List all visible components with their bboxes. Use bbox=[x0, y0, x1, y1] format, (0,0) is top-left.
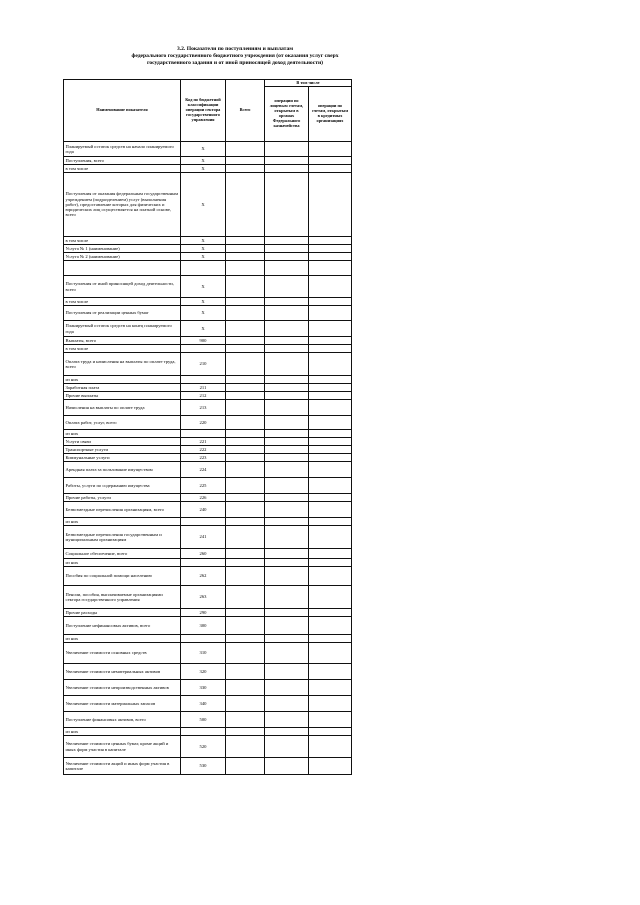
table-row bbox=[64, 635, 352, 643]
row-name-cell: Оплата труда и начисления на выплаты по оплате труда, всего bbox=[64, 353, 181, 376]
table-row bbox=[64, 337, 352, 345]
row-name-cell: Планируемый остаток средств на конец планируемого года bbox=[64, 321, 181, 337]
table-row bbox=[64, 384, 352, 392]
row-bank-cell bbox=[309, 165, 352, 173]
row-bank-cell bbox=[309, 337, 352, 345]
row-treasury-cell bbox=[265, 430, 309, 438]
row-code-cell: 500 bbox=[181, 712, 226, 728]
table-row bbox=[64, 298, 352, 306]
row-total-cell bbox=[226, 635, 265, 643]
row-treasury-cell bbox=[265, 384, 309, 392]
row-total-cell bbox=[226, 478, 265, 494]
row-total-cell bbox=[226, 758, 265, 775]
table-row bbox=[64, 345, 352, 353]
row-name-cell: Работы, услуги по содержанию имущества bbox=[64, 478, 181, 494]
row-total-cell bbox=[226, 157, 265, 165]
header-code: Код по бюджетной классификации операции сектора государственного управления bbox=[181, 80, 226, 142]
indicators-table bbox=[63, 79, 352, 775]
row-total-cell bbox=[226, 261, 265, 276]
row-name-cell: Услуга № 2 (наименование) bbox=[64, 253, 181, 261]
row-treasury-cell bbox=[265, 253, 309, 261]
table-row bbox=[64, 376, 352, 384]
row-bank-cell bbox=[309, 680, 352, 696]
row-name-cell: Увеличение стоимости ценных бумаг, кроме акций и иных форм участия в капитале bbox=[64, 736, 181, 758]
table-row bbox=[64, 559, 352, 567]
row-treasury-cell bbox=[265, 142, 309, 157]
row-treasury-cell bbox=[265, 664, 309, 680]
row-name-cell: из них bbox=[64, 518, 181, 526]
row-total-cell bbox=[226, 430, 265, 438]
row-code-cell: 225 bbox=[181, 478, 226, 494]
row-total-cell bbox=[226, 664, 265, 680]
table-row bbox=[64, 392, 352, 400]
row-total-cell bbox=[226, 165, 265, 173]
table-row bbox=[64, 586, 352, 609]
row-name-cell: Заработная плата bbox=[64, 384, 181, 392]
row-treasury-cell bbox=[265, 438, 309, 446]
row-treasury-cell bbox=[265, 157, 309, 165]
row-name-cell: Выплаты, всего bbox=[64, 337, 181, 345]
row-treasury-cell bbox=[265, 494, 309, 502]
row-name-cell: в том числе bbox=[64, 165, 181, 173]
row-total-cell bbox=[226, 237, 265, 245]
row-bank-cell bbox=[309, 454, 352, 462]
row-code-cell: X bbox=[181, 276, 226, 298]
title-line-2: федерального государственного бюджетного учреждения (от оказания услуг сверх bbox=[131, 53, 339, 60]
row-code-cell: X bbox=[181, 321, 226, 337]
table-row bbox=[64, 446, 352, 454]
row-name-cell: Безвозмездные перечисления государственным и муниципальным организациям bbox=[64, 526, 181, 549]
row-treasury-cell bbox=[265, 416, 309, 430]
row-bank-cell bbox=[309, 298, 352, 306]
row-code-cell: 213 bbox=[181, 400, 226, 416]
row-bank-cell bbox=[309, 276, 352, 298]
row-code-cell: 210 bbox=[181, 353, 226, 376]
row-name-cell: Пенсии, пособия, выплачиваемые организациями сектора государственного управления bbox=[64, 586, 181, 609]
row-treasury-cell bbox=[265, 617, 309, 635]
row-code-cell: X bbox=[181, 298, 226, 306]
row-name-cell: Поступление финансовых активов, всего bbox=[64, 712, 181, 728]
table-row bbox=[64, 502, 352, 518]
row-bank-cell bbox=[309, 142, 352, 157]
row-bank-cell bbox=[309, 345, 352, 353]
table-row bbox=[64, 400, 352, 416]
row-bank-cell bbox=[309, 321, 352, 337]
row-bank-cell bbox=[309, 643, 352, 664]
row-total-cell bbox=[226, 559, 265, 567]
table-row bbox=[64, 609, 352, 617]
table-row bbox=[64, 430, 352, 438]
table-row bbox=[64, 165, 352, 173]
row-treasury-cell bbox=[265, 526, 309, 549]
row-bank-cell bbox=[309, 430, 352, 438]
row-code-cell: 222 bbox=[181, 446, 226, 454]
table-row bbox=[64, 321, 352, 337]
row-bank-cell bbox=[309, 157, 352, 165]
row-code-cell: X bbox=[181, 157, 226, 165]
header-bank-accounts: операции по счетам, открытым в кредитных организациях bbox=[309, 87, 352, 142]
row-treasury-cell bbox=[265, 586, 309, 609]
row-treasury-cell bbox=[265, 559, 309, 567]
row-treasury-cell bbox=[265, 376, 309, 384]
table-body bbox=[64, 142, 352, 775]
row-name-cell: из них bbox=[64, 430, 181, 438]
table-row bbox=[64, 261, 352, 276]
row-total-cell bbox=[226, 502, 265, 518]
row-bank-cell bbox=[309, 376, 352, 384]
row-treasury-cell bbox=[265, 392, 309, 400]
table-row bbox=[64, 353, 352, 376]
row-name-cell: из них bbox=[64, 728, 181, 736]
row-code-cell: 224 bbox=[181, 462, 226, 478]
row-treasury-cell bbox=[265, 567, 309, 586]
table-row bbox=[64, 416, 352, 430]
table-row bbox=[64, 680, 352, 696]
row-bank-cell bbox=[309, 728, 352, 736]
row-code-cell: 260 bbox=[181, 549, 226, 559]
row-treasury-cell bbox=[265, 321, 309, 337]
row-name-cell: Социальное обеспечение, всего bbox=[64, 549, 181, 559]
table-row bbox=[64, 276, 352, 298]
row-code-cell: 223 bbox=[181, 454, 226, 462]
row-bank-cell bbox=[309, 261, 352, 276]
table-row bbox=[64, 518, 352, 526]
row-bank-cell bbox=[309, 609, 352, 617]
row-code-cell: 212 bbox=[181, 392, 226, 400]
table-row bbox=[64, 526, 352, 549]
row-name-cell: Увеличение стоимости материальных запасов bbox=[64, 696, 181, 712]
row-bank-cell bbox=[309, 173, 352, 237]
row-treasury-cell bbox=[265, 446, 309, 454]
row-total-cell bbox=[226, 446, 265, 454]
row-name-cell: Планируемый остаток средств на начало планируемого года bbox=[64, 142, 181, 157]
row-treasury-cell bbox=[265, 680, 309, 696]
header-including: В том числе bbox=[265, 80, 352, 87]
row-bank-cell bbox=[309, 416, 352, 430]
row-total-cell bbox=[226, 321, 265, 337]
row-total-cell bbox=[226, 680, 265, 696]
row-bank-cell bbox=[309, 617, 352, 635]
row-name-cell: Прочие расходы bbox=[64, 609, 181, 617]
row-total-cell bbox=[226, 526, 265, 549]
row-name-cell: Увеличение стоимости акций и иных форм участия в капитале bbox=[64, 758, 181, 775]
title-line-1: 3.2. Показатели по поступлениям и выплатам bbox=[176, 46, 294, 52]
row-treasury-cell bbox=[265, 502, 309, 518]
header-name: Наименование показателя bbox=[64, 80, 181, 142]
row-code-cell bbox=[181, 345, 226, 353]
row-name-cell: Поступления от оказания федеральным государственным учреждением (подразделением) услуг (выполнения работ), предоставление которых для физических и юридических лиц осуществляется на платной основе, всего bbox=[64, 173, 181, 237]
row-bank-cell bbox=[309, 712, 352, 728]
row-bank-cell bbox=[309, 237, 352, 245]
row-name-cell: Поступление нефинансовых активов, всего bbox=[64, 617, 181, 635]
table-row bbox=[64, 245, 352, 253]
row-code-cell: X bbox=[181, 245, 226, 253]
row-bank-cell bbox=[309, 696, 352, 712]
row-bank-cell bbox=[309, 494, 352, 502]
row-bank-cell bbox=[309, 549, 352, 559]
row-name-cell: в том числе bbox=[64, 237, 181, 245]
row-bank-cell bbox=[309, 438, 352, 446]
row-code-cell: 263 bbox=[181, 586, 226, 609]
row-name-cell: Оплата работ, услуг, всего bbox=[64, 416, 181, 430]
header-treasury-accounts: операции по лицевым счетам, открытым в органах Федерального казначейства bbox=[265, 87, 309, 142]
table-row bbox=[64, 173, 352, 237]
row-name-cell: в том числе bbox=[64, 345, 181, 353]
row-name-cell: Услуги связи bbox=[64, 438, 181, 446]
row-bank-cell bbox=[309, 518, 352, 526]
row-code-cell bbox=[181, 518, 226, 526]
row-treasury-cell bbox=[265, 165, 309, 173]
row-treasury-cell bbox=[265, 758, 309, 775]
row-total-cell bbox=[226, 549, 265, 559]
row-name-cell: из них bbox=[64, 559, 181, 567]
row-treasury-cell bbox=[265, 696, 309, 712]
row-treasury-cell bbox=[265, 337, 309, 345]
row-code-cell bbox=[181, 430, 226, 438]
row-total-cell bbox=[226, 696, 265, 712]
row-name-cell: Прочие выплаты bbox=[64, 392, 181, 400]
row-total-cell bbox=[226, 245, 265, 253]
table-row bbox=[64, 549, 352, 559]
row-bank-cell bbox=[309, 635, 352, 643]
row-total-cell bbox=[226, 392, 265, 400]
row-treasury-cell bbox=[265, 462, 309, 478]
row-total-cell bbox=[226, 643, 265, 664]
table-row bbox=[64, 306, 352, 321]
row-total-cell bbox=[226, 173, 265, 237]
table-row bbox=[64, 478, 352, 494]
header-total: Всего bbox=[226, 80, 265, 142]
row-total-cell bbox=[226, 567, 265, 586]
row-code-cell: 220 bbox=[181, 416, 226, 430]
row-treasury-cell bbox=[265, 549, 309, 559]
row-bank-cell bbox=[309, 392, 352, 400]
row-treasury-cell bbox=[265, 736, 309, 758]
row-total-cell bbox=[226, 586, 265, 609]
row-name-cell: Поступления от реализации ценных бумаг bbox=[64, 306, 181, 321]
row-total-cell bbox=[226, 253, 265, 261]
row-bank-cell bbox=[309, 567, 352, 586]
row-bank-cell bbox=[309, 306, 352, 321]
row-name-cell: Начисления на выплаты по оплате труда bbox=[64, 400, 181, 416]
row-code-cell: 320 bbox=[181, 664, 226, 680]
row-name-cell: в том числе bbox=[64, 298, 181, 306]
section-title bbox=[60, 46, 410, 68]
row-bank-cell bbox=[309, 559, 352, 567]
row-code-cell: 226 bbox=[181, 494, 226, 502]
row-bank-cell bbox=[309, 353, 352, 376]
row-code-cell: 262 bbox=[181, 567, 226, 586]
row-code-cell: 520 bbox=[181, 736, 226, 758]
title-line-3: государственного задания и от иной приносящей доход деятельности) bbox=[146, 60, 324, 67]
row-total-cell bbox=[226, 438, 265, 446]
row-total-cell bbox=[226, 609, 265, 617]
row-treasury-cell bbox=[265, 643, 309, 664]
row-name-cell: Пособия по социальной помощи населению bbox=[64, 567, 181, 586]
row-bank-cell bbox=[309, 253, 352, 261]
row-code-cell bbox=[181, 728, 226, 736]
table-row bbox=[64, 643, 352, 664]
table-row bbox=[64, 567, 352, 586]
row-total-cell bbox=[226, 736, 265, 758]
row-code-cell: 300 bbox=[181, 617, 226, 635]
row-name-cell: из них bbox=[64, 635, 181, 643]
row-bank-cell bbox=[309, 526, 352, 549]
row-name-cell: Увеличение стоимости основных средств bbox=[64, 643, 181, 664]
row-name-cell: Услуга № 1 (наименование) bbox=[64, 245, 181, 253]
row-bank-cell bbox=[309, 400, 352, 416]
row-treasury-cell bbox=[265, 276, 309, 298]
row-treasury-cell bbox=[265, 353, 309, 376]
row-bank-cell bbox=[309, 462, 352, 478]
row-total-cell bbox=[226, 142, 265, 157]
table-row bbox=[64, 157, 352, 165]
row-code-cell: 530 bbox=[181, 758, 226, 775]
row-total-cell bbox=[226, 617, 265, 635]
table-row bbox=[64, 758, 352, 775]
table-row bbox=[64, 736, 352, 758]
row-code-cell: X bbox=[181, 237, 226, 245]
row-bank-cell bbox=[309, 446, 352, 454]
row-total-cell bbox=[226, 376, 265, 384]
row-total-cell bbox=[226, 400, 265, 416]
row-code-cell bbox=[181, 261, 226, 276]
table-row bbox=[64, 142, 352, 157]
row-total-cell bbox=[226, 494, 265, 502]
row-treasury-cell bbox=[265, 454, 309, 462]
row-code-cell: 900 bbox=[181, 337, 226, 345]
row-total-cell bbox=[226, 728, 265, 736]
table-row bbox=[64, 664, 352, 680]
row-treasury-cell bbox=[265, 635, 309, 643]
row-bank-cell bbox=[309, 502, 352, 518]
row-treasury-cell bbox=[265, 245, 309, 253]
table-row bbox=[64, 462, 352, 478]
row-name-cell: Арендная плата за пользование имуществом bbox=[64, 462, 181, 478]
row-treasury-cell bbox=[265, 609, 309, 617]
row-total-cell bbox=[226, 337, 265, 345]
table-row bbox=[64, 237, 352, 245]
row-bank-cell bbox=[309, 736, 352, 758]
table-row bbox=[64, 712, 352, 728]
row-treasury-cell bbox=[265, 173, 309, 237]
row-bank-cell bbox=[309, 664, 352, 680]
table-row bbox=[64, 696, 352, 712]
row-name-cell: Безвозмездные перечисления организациям, всего bbox=[64, 502, 181, 518]
row-code-cell: X bbox=[181, 253, 226, 261]
row-code-cell: X bbox=[181, 142, 226, 157]
row-code-cell bbox=[181, 635, 226, 643]
row-treasury-cell bbox=[265, 237, 309, 245]
row-code-cell bbox=[181, 376, 226, 384]
row-name-cell: Транспортные услуги bbox=[64, 446, 181, 454]
row-treasury-cell bbox=[265, 261, 309, 276]
row-name-cell: Увеличение стоимости нематериальных активов bbox=[64, 664, 181, 680]
table-row bbox=[64, 454, 352, 462]
row-name-cell: Поступления от иной приносящей доход деятельности, всего bbox=[64, 276, 181, 298]
row-total-cell bbox=[226, 462, 265, 478]
row-treasury-cell bbox=[265, 400, 309, 416]
row-total-cell bbox=[226, 298, 265, 306]
row-bank-cell bbox=[309, 384, 352, 392]
row-total-cell bbox=[226, 454, 265, 462]
row-treasury-cell bbox=[265, 518, 309, 526]
table-row bbox=[64, 438, 352, 446]
row-total-cell bbox=[226, 518, 265, 526]
row-name-cell: Коммунальные услуги bbox=[64, 454, 181, 462]
row-total-cell bbox=[226, 416, 265, 430]
row-code-cell: 330 bbox=[181, 680, 226, 696]
row-code-cell: 241 bbox=[181, 526, 226, 549]
row-treasury-cell bbox=[265, 712, 309, 728]
row-code-cell: X bbox=[181, 173, 226, 237]
row-name-cell: Увеличение стоимости непроизводственных активов bbox=[64, 680, 181, 696]
row-code-cell bbox=[181, 559, 226, 567]
table-row bbox=[64, 253, 352, 261]
row-treasury-cell bbox=[265, 298, 309, 306]
row-treasury-cell bbox=[265, 306, 309, 321]
row-name-cell bbox=[64, 261, 181, 276]
row-total-cell bbox=[226, 276, 265, 298]
table-row bbox=[64, 728, 352, 736]
row-treasury-cell bbox=[265, 478, 309, 494]
row-bank-cell bbox=[309, 245, 352, 253]
row-name-cell: Прочие работы, услуги bbox=[64, 494, 181, 502]
row-treasury-cell bbox=[265, 728, 309, 736]
row-total-cell bbox=[226, 712, 265, 728]
row-total-cell bbox=[226, 353, 265, 376]
row-code-cell: 290 bbox=[181, 609, 226, 617]
table-row bbox=[64, 494, 352, 502]
row-code-cell: 340 bbox=[181, 696, 226, 712]
row-total-cell bbox=[226, 384, 265, 392]
row-total-cell bbox=[226, 345, 265, 353]
row-code-cell: 240 bbox=[181, 502, 226, 518]
row-bank-cell bbox=[309, 758, 352, 775]
row-code-cell: X bbox=[181, 306, 226, 321]
row-code-cell: 211 bbox=[181, 384, 226, 392]
row-code-cell: 310 bbox=[181, 643, 226, 664]
row-bank-cell bbox=[309, 478, 352, 494]
row-total-cell bbox=[226, 306, 265, 321]
table-row bbox=[64, 617, 352, 635]
row-code-cell: X bbox=[181, 165, 226, 173]
row-code-cell: 221 bbox=[181, 438, 226, 446]
row-treasury-cell bbox=[265, 345, 309, 353]
row-name-cell: из них bbox=[64, 376, 181, 384]
row-name-cell: Поступления, всего bbox=[64, 157, 181, 165]
row-bank-cell bbox=[309, 586, 352, 609]
